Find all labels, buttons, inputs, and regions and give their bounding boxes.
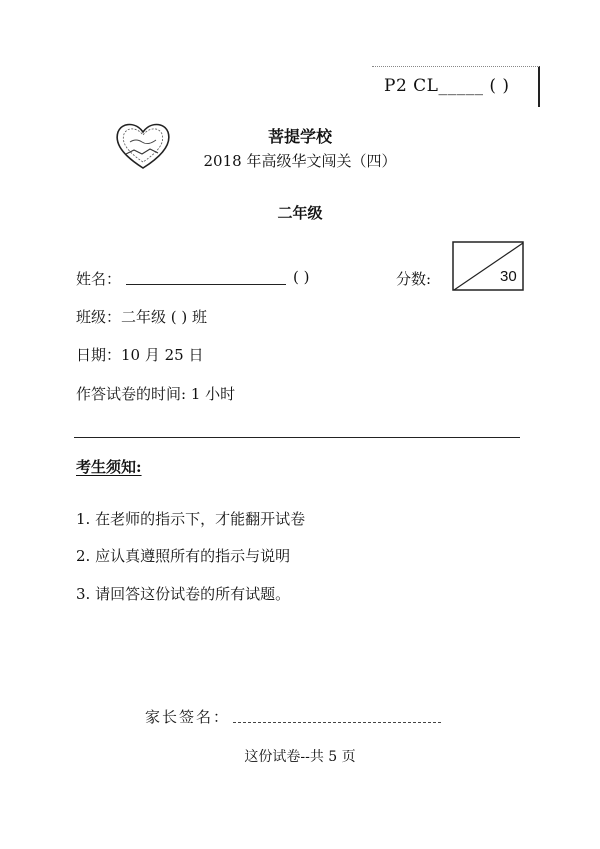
date-label: 日期：10 月 25 日 [76,346,204,364]
notice-heading: 考生须知: [76,458,142,476]
class-field: P2 CL_____ ( ) [384,76,510,96]
parent-signature-field[interactable] [233,722,441,723]
school-name: 菩提学校 [267,127,332,146]
divider [74,437,520,438]
grade-heading: 二年级 [277,204,323,222]
page-count-footer: 这份试卷--共 5 页 [244,749,356,765]
class-label: 班级：二年级 ( ) 班 [76,308,208,326]
instruction-item: 2. 应认真遵照所有的指示与说明 [76,547,291,565]
exam-title: 2018 年高级华文闯关（四） [203,152,397,170]
name-label: 姓名： [76,270,122,288]
instruction-item: 3. 请回答这份试卷的所有试题。 [76,585,291,603]
name-index-field[interactable]: ( ) [293,268,310,286]
parent-signature-label: 家长签名： [145,708,231,726]
instruction-item: 1. 在老师的指示下，才能翻开试卷 [76,510,306,528]
time-limit-label: 作答试卷的时间: 1 小时 [76,385,236,403]
score-box [452,241,524,291]
score-label: 分数: [396,270,432,288]
score-total: 30 [500,268,517,285]
name-field[interactable] [126,284,286,285]
